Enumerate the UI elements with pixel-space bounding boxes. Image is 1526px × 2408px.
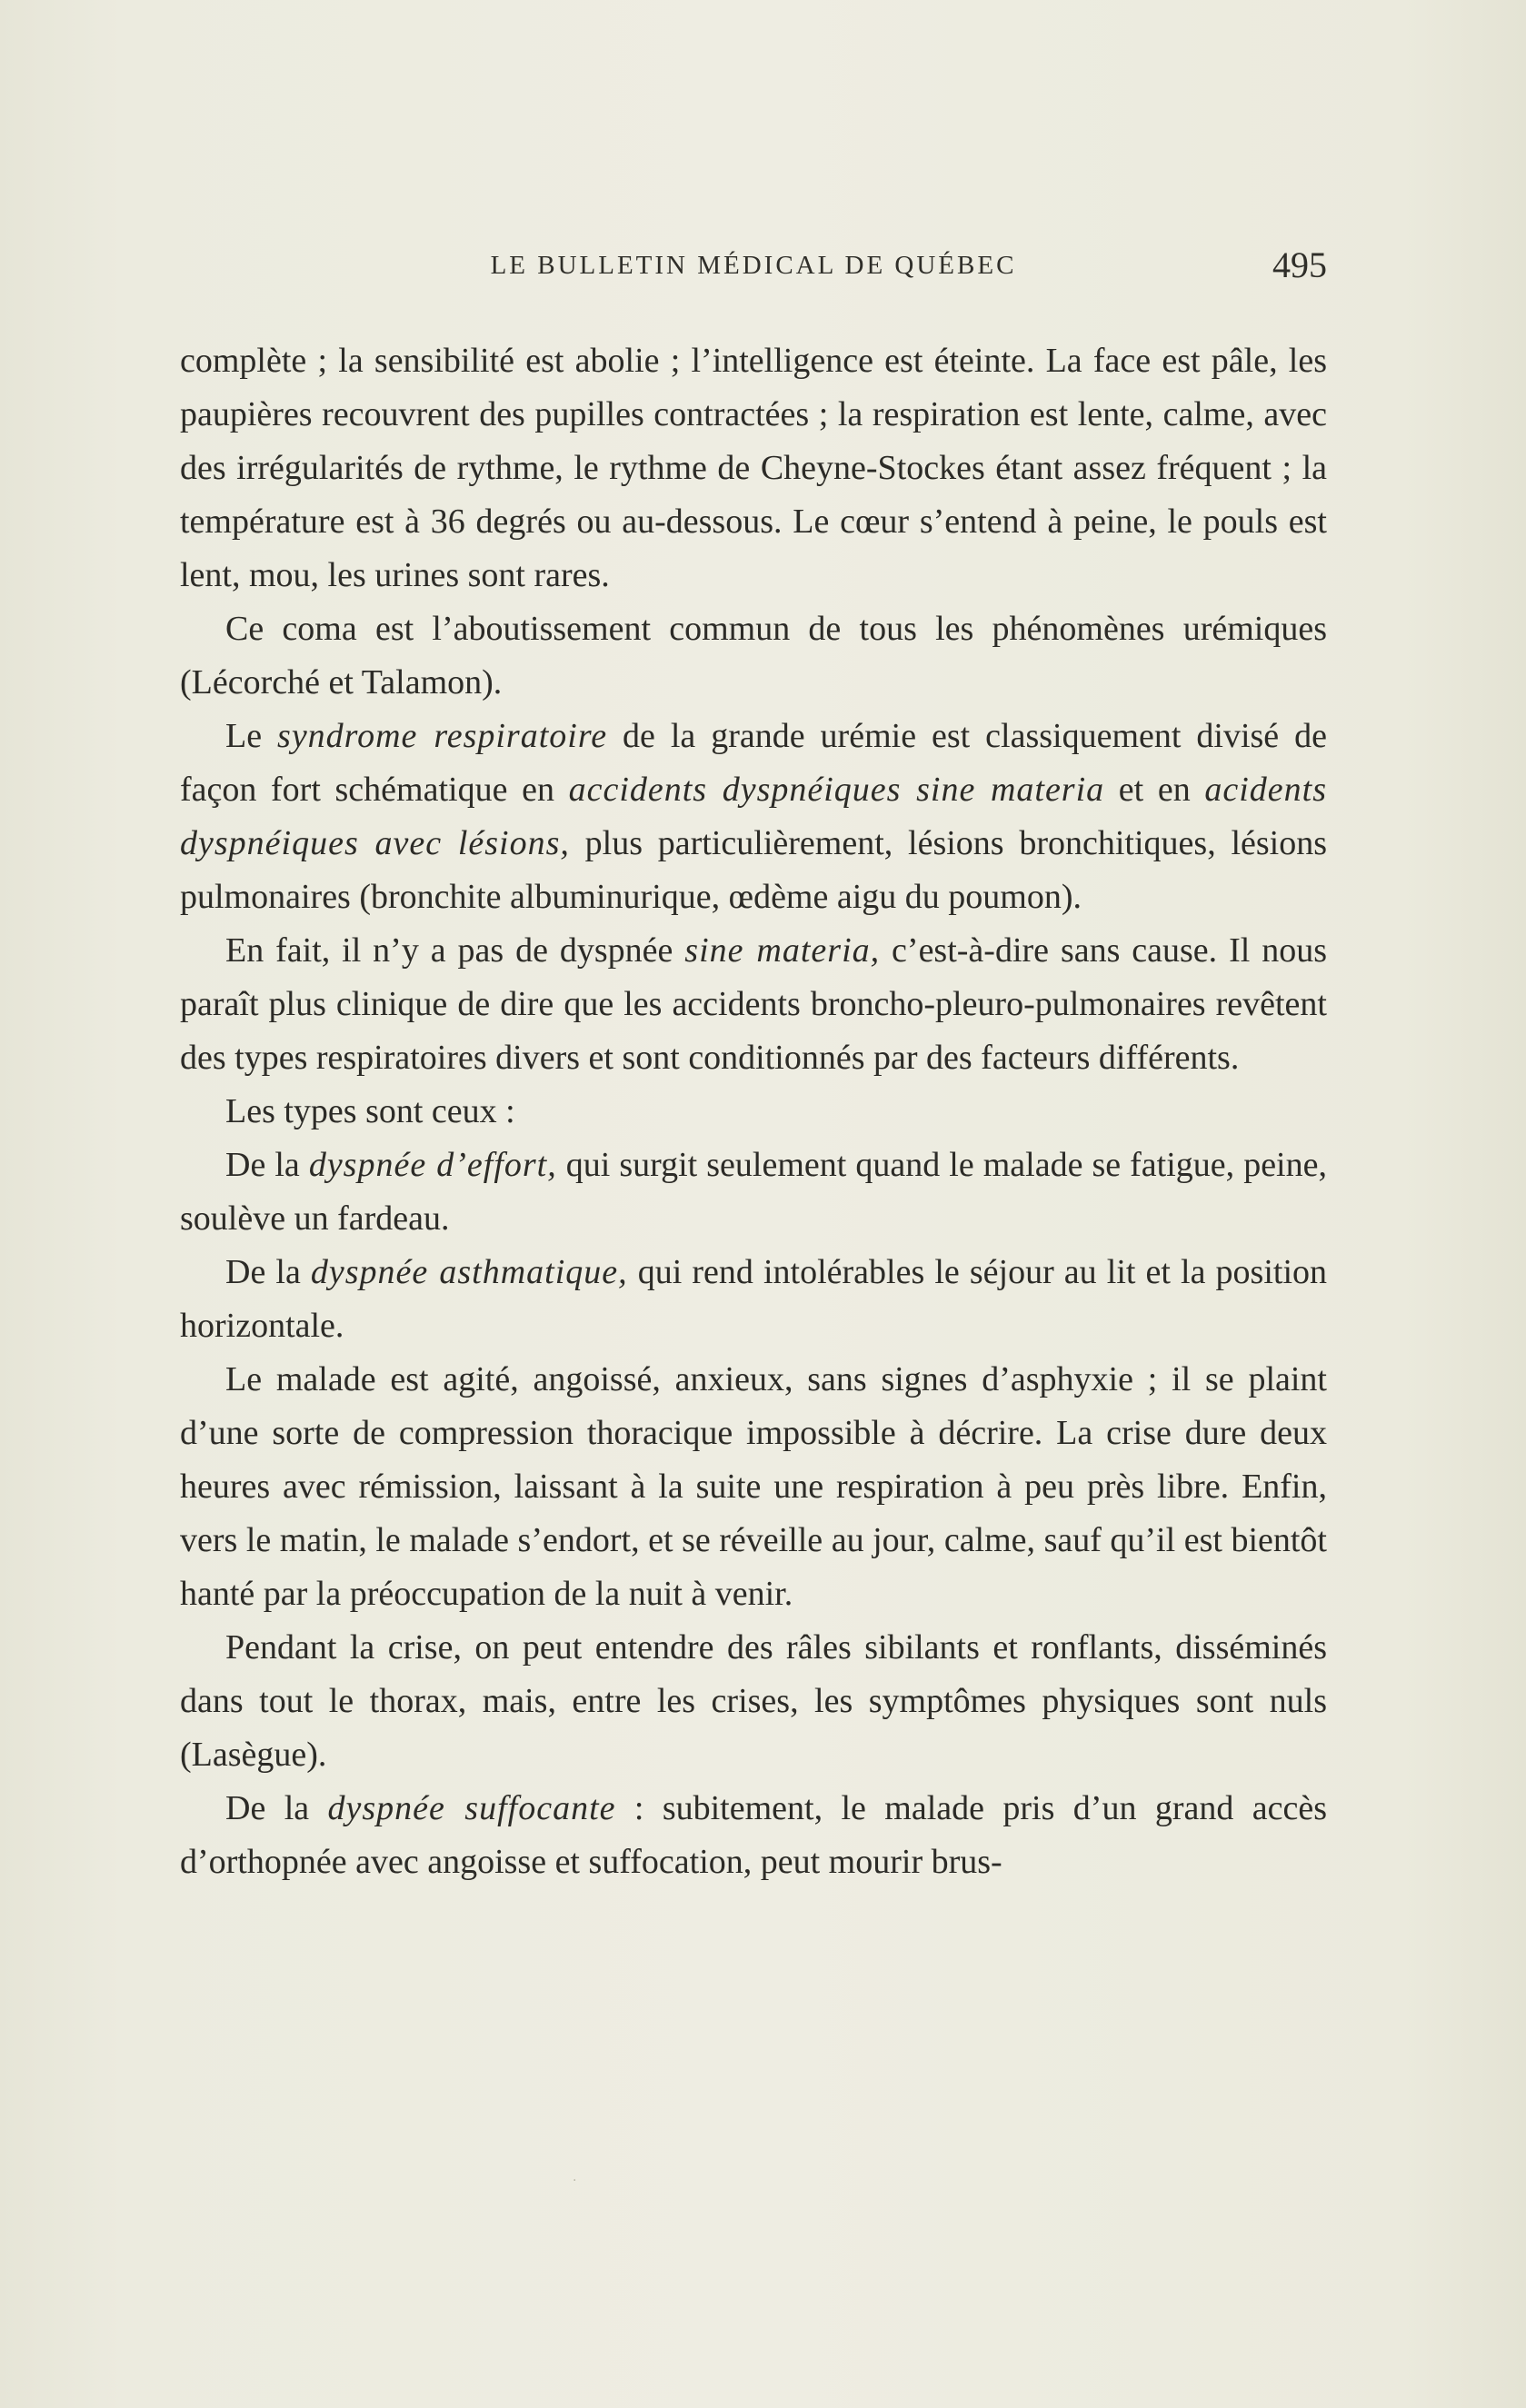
running-header bbox=[180, 244, 1327, 289]
paragraph bbox=[180, 924, 1327, 1085]
ink-speck: · bbox=[573, 2174, 577, 2188]
text-segment: Les types sont ceux : bbox=[225, 1092, 515, 1130]
text-segment: complète ; la sensibilité est abolie ; l’intelligence est éteinte. La face est pâle, les paupières recouvrent des pupilles contractées ; la respiration est lente, calme, avec des irrégularités de rythme, le rythme de Cheyne-Stockes étant assez fréquent ; la température est à 36 degrés ou au-dessous. Le cœur s’entend à peine, le pouls est lent, mou, les urines sont rares. bbox=[180, 342, 1327, 594]
text-segment: c’est-à-dire sans cause. Il nous paraît plus clinique de dire que les accidents broncho-pleuro-pulmonaires revêtent des types respiratoires divers et sont conditionnés par des facteurs différents. bbox=[180, 931, 1327, 1077]
text-segment: De la bbox=[225, 1253, 311, 1291]
text-segment: et en bbox=[1104, 771, 1205, 809]
text-segment: qui surgit seulement quand le malade se fatigue, peine, soulève un fardeau. bbox=[180, 1146, 1327, 1238]
text-segment: En fait, il n’y a pas de dyspnée bbox=[225, 931, 685, 970]
text-segment: De la bbox=[225, 1789, 328, 1827]
text-segment: Le bbox=[225, 717, 278, 755]
paragraph bbox=[180, 1085, 1327, 1139]
text-segment: plus particulièrement, lésions bronchitiques, lésions pulmonaires (bronchite albuminurique, œdème aigu du poumon). bbox=[180, 824, 1328, 916]
italic-text-segment: dyspnée suffocante bbox=[327, 1789, 616, 1827]
paragraph bbox=[180, 334, 1327, 602]
paragraph bbox=[180, 1782, 1327, 1889]
italic-text-segment: dyspnée d’effort, bbox=[308, 1146, 557, 1184]
body-text bbox=[180, 334, 1327, 1889]
italic-text-segment: acidents dyspnéiques avec lésions, bbox=[180, 771, 1327, 862]
italic-text-segment: accidents dyspnéiques sine materia bbox=[568, 771, 1105, 809]
paragraph bbox=[180, 602, 1327, 710]
italic-text-segment: dyspnée asthmatique, bbox=[310, 1253, 628, 1291]
running-title: LE BULLETIN MÉDICAL DE QUÉBEC bbox=[490, 251, 1017, 280]
paragraph bbox=[180, 1246, 1327, 1353]
italic-text-segment: sine materia, bbox=[684, 931, 881, 970]
text-segment: Ce coma est l’aboutissement commun de tous les phénomènes urémiques (Lécorché et Talamon). bbox=[180, 610, 1327, 702]
text-segment: De la bbox=[225, 1146, 309, 1184]
text-segment: Le malade est agité, angoissé, anxieux, sans signes d’asphyxie ; il se plaint d’une sorte de compression thoracique impossible à décrire. La crise dure deux heures avec rémission, laissant à la suite une respiration à peu près libre. Enfin, vers le matin, le malade s’endort, et se réveille au jour, calme, sauf qu’il est bientôt hanté par la préoccupation de la nuit à venir. bbox=[180, 1360, 1327, 1613]
text-segment: : subitement, le malade pris d’un grand accès d’orthopnée avec angoisse et suffocation, peut mourir brus- bbox=[180, 1789, 1327, 1881]
page-number: 495 bbox=[1272, 244, 1327, 285]
text-segment: qui rend intolérables le séjour au lit et la position horizontale. bbox=[180, 1253, 1327, 1345]
paragraph bbox=[180, 1353, 1327, 1621]
italic-text-segment: syndrome respiratoire bbox=[277, 717, 608, 755]
paragraph bbox=[180, 1139, 1327, 1246]
text-segment: de la grande urémie est classiquement divisé de façon fort schématique en bbox=[180, 717, 1327, 809]
paragraph bbox=[180, 710, 1327, 924]
text-segment: Pendant la crise, on peut entendre des râles sibilants et ronflants, disséminés dans tout le thorax, mais, entre les crises, les symptômes physiques sont nuls (Lasègue). bbox=[180, 1628, 1327, 1774]
paragraph bbox=[180, 1621, 1327, 1782]
